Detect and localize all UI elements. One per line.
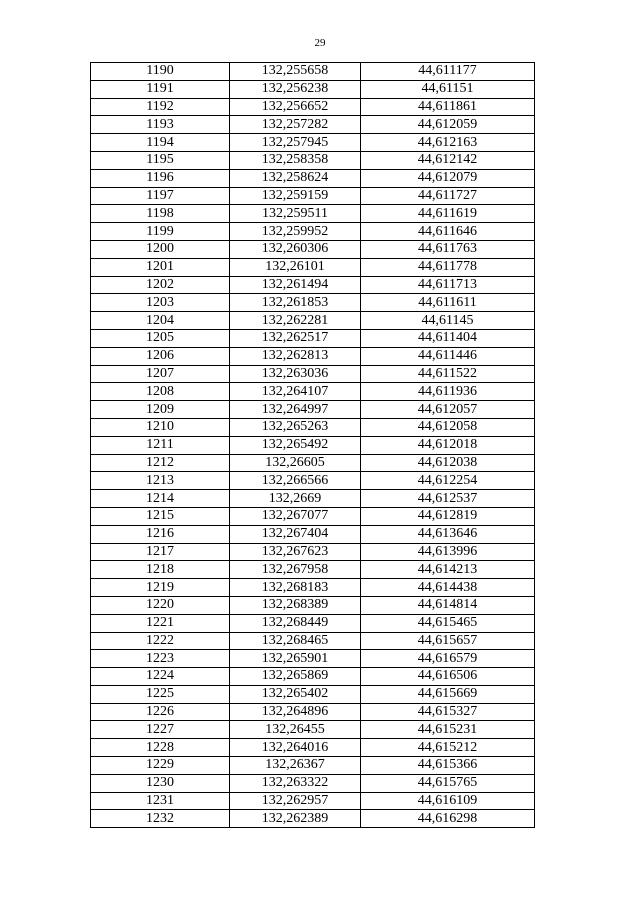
longitude-cell: 132,26367 (230, 757, 361, 775)
table-row (91, 739, 535, 757)
table-row (91, 169, 535, 187)
point-number-cell: 1219 (91, 579, 230, 597)
point-number-cell: 1195 (91, 151, 230, 169)
point-number-cell: 1191 (91, 80, 230, 98)
page-number: 29 (314, 37, 326, 49)
table-row (91, 436, 535, 454)
latitude-cell: 44,616298 (361, 810, 535, 828)
latitude-cell: 44,611446 (361, 347, 535, 365)
latitude-cell: 44,611404 (361, 329, 535, 347)
point-number-cell: 1211 (91, 436, 230, 454)
table-row (91, 472, 535, 490)
longitude-cell: 132,260306 (230, 240, 361, 258)
point-number-cell: 1216 (91, 525, 230, 543)
table-row (91, 98, 535, 116)
latitude-cell: 44,616506 (361, 668, 535, 686)
point-number-cell: 1229 (91, 757, 230, 775)
latitude-cell: 44,612079 (361, 169, 535, 187)
latitude-cell: 44,613996 (361, 543, 535, 561)
point-number-cell: 1215 (91, 507, 230, 525)
point-number-cell: 1221 (91, 614, 230, 632)
latitude-cell: 44,611177 (361, 63, 535, 81)
longitude-cell: 132,268449 (230, 614, 361, 632)
longitude-cell: 132,26605 (230, 454, 361, 472)
table-row (91, 703, 535, 721)
point-number-cell: 1207 (91, 365, 230, 383)
table-row (91, 507, 535, 525)
point-number-cell: 1203 (91, 294, 230, 312)
point-number-cell: 1196 (91, 169, 230, 187)
point-number-cell: 1224 (91, 668, 230, 686)
longitude-cell: 132,265869 (230, 668, 361, 686)
longitude-cell: 132,264896 (230, 703, 361, 721)
longitude-cell: 132,265402 (230, 685, 361, 703)
latitude-cell: 44,615465 (361, 614, 535, 632)
longitude-cell: 132,264997 (230, 401, 361, 419)
point-number-cell: 1217 (91, 543, 230, 561)
table-row (91, 63, 535, 81)
longitude-cell: 132,26101 (230, 258, 361, 276)
table-row (91, 312, 535, 330)
longitude-cell: 132,259159 (230, 187, 361, 205)
longitude-cell: 132,259511 (230, 205, 361, 223)
latitude-cell: 44,611778 (361, 258, 535, 276)
longitude-cell: 132,261494 (230, 276, 361, 294)
point-number-cell: 1227 (91, 721, 230, 739)
longitude-cell: 132,257945 (230, 134, 361, 152)
longitude-cell: 132,267404 (230, 525, 361, 543)
latitude-cell: 44,611646 (361, 223, 535, 241)
point-number-cell: 1212 (91, 454, 230, 472)
latitude-cell: 44,615231 (361, 721, 535, 739)
coordinates-table (90, 62, 535, 828)
table-row (91, 205, 535, 223)
table-row (91, 151, 535, 169)
longitude-cell: 132,265263 (230, 418, 361, 436)
latitude-cell: 44,612059 (361, 116, 535, 134)
table-row (91, 258, 535, 276)
longitude-cell: 132,267623 (230, 543, 361, 561)
point-number-cell: 1231 (91, 792, 230, 810)
table-row (91, 650, 535, 668)
table-row (91, 223, 535, 241)
point-number-cell: 1218 (91, 561, 230, 579)
table-row (91, 525, 535, 543)
table-row (91, 80, 535, 98)
point-number-cell: 1232 (91, 810, 230, 828)
longitude-cell: 132,259952 (230, 223, 361, 241)
point-number-cell: 1214 (91, 490, 230, 508)
latitude-cell: 44,612058 (361, 418, 535, 436)
table-row (91, 685, 535, 703)
table-row (91, 134, 535, 152)
latitude-cell: 44,614814 (361, 596, 535, 614)
latitude-cell: 44,612819 (361, 507, 535, 525)
table-row (91, 614, 535, 632)
latitude-cell: 44,612057 (361, 401, 535, 419)
latitude-cell: 44,612018 (361, 436, 535, 454)
point-number-cell: 1223 (91, 650, 230, 668)
longitude-cell: 132,264016 (230, 739, 361, 757)
point-number-cell: 1209 (91, 401, 230, 419)
table-row (91, 294, 535, 312)
latitude-cell: 44,611727 (361, 187, 535, 205)
point-number-cell: 1194 (91, 134, 230, 152)
table-row (91, 810, 535, 828)
table-row (91, 418, 535, 436)
table-row (91, 383, 535, 401)
latitude-cell: 44,61151 (361, 80, 535, 98)
longitude-cell: 132,262957 (230, 792, 361, 810)
latitude-cell: 44,615765 (361, 774, 535, 792)
latitude-cell: 44,615327 (361, 703, 535, 721)
latitude-cell: 44,611861 (361, 98, 535, 116)
table-row (91, 276, 535, 294)
longitude-cell: 132,263036 (230, 365, 361, 383)
point-number-cell: 1193 (91, 116, 230, 134)
longitude-cell: 132,263322 (230, 774, 361, 792)
point-number-cell: 1197 (91, 187, 230, 205)
point-number-cell: 1204 (91, 312, 230, 330)
point-number-cell: 1226 (91, 703, 230, 721)
longitude-cell: 132,265901 (230, 650, 361, 668)
table-row (91, 365, 535, 383)
latitude-cell: 44,615657 (361, 632, 535, 650)
latitude-cell: 44,616579 (361, 650, 535, 668)
point-number-cell: 1198 (91, 205, 230, 223)
table-row (91, 329, 535, 347)
latitude-cell: 44,611611 (361, 294, 535, 312)
latitude-cell: 44,616109 (361, 792, 535, 810)
latitude-cell: 44,615366 (361, 757, 535, 775)
latitude-cell: 44,61145 (361, 312, 535, 330)
longitude-cell: 132,266566 (230, 472, 361, 490)
table-row (91, 561, 535, 579)
latitude-cell: 44,613646 (361, 525, 535, 543)
latitude-cell: 44,612163 (361, 134, 535, 152)
longitude-cell: 132,262517 (230, 329, 361, 347)
longitude-cell: 132,256238 (230, 80, 361, 98)
point-number-cell: 1202 (91, 276, 230, 294)
table-row (91, 596, 535, 614)
table-row (91, 543, 535, 561)
longitude-cell: 132,261853 (230, 294, 361, 312)
table-row (91, 632, 535, 650)
longitude-cell: 132,268465 (230, 632, 361, 650)
longitude-cell: 132,26455 (230, 721, 361, 739)
table-row (91, 240, 535, 258)
longitude-cell: 132,262389 (230, 810, 361, 828)
table-row (91, 668, 535, 686)
longitude-cell: 132,267077 (230, 507, 361, 525)
longitude-cell: 132,258358 (230, 151, 361, 169)
latitude-cell: 44,611713 (361, 276, 535, 294)
longitude-cell: 132,265492 (230, 436, 361, 454)
coordinates-table-body (91, 63, 535, 828)
latitude-cell: 44,615669 (361, 685, 535, 703)
point-number-cell: 1206 (91, 347, 230, 365)
longitude-cell: 132,255658 (230, 63, 361, 81)
point-number-cell: 1220 (91, 596, 230, 614)
longitude-cell: 132,256652 (230, 98, 361, 116)
point-number-cell: 1201 (91, 258, 230, 276)
table-row (91, 401, 535, 419)
latitude-cell: 44,614213 (361, 561, 535, 579)
longitude-cell: 132,268183 (230, 579, 361, 597)
table-row (91, 116, 535, 134)
longitude-cell: 132,262281 (230, 312, 361, 330)
point-number-cell: 1210 (91, 418, 230, 436)
table-row (91, 454, 535, 472)
latitude-cell: 44,611619 (361, 205, 535, 223)
latitude-cell: 44,615212 (361, 739, 535, 757)
point-number-cell: 1208 (91, 383, 230, 401)
point-number-cell: 1222 (91, 632, 230, 650)
table-row (91, 347, 535, 365)
latitude-cell: 44,612537 (361, 490, 535, 508)
longitude-cell: 132,257282 (230, 116, 361, 134)
latitude-cell: 44,612142 (361, 151, 535, 169)
latitude-cell: 44,611936 (361, 383, 535, 401)
latitude-cell: 44,614438 (361, 579, 535, 597)
latitude-cell: 44,611522 (361, 365, 535, 383)
longitude-cell: 132,262813 (230, 347, 361, 365)
longitude-cell: 132,2669 (230, 490, 361, 508)
longitude-cell: 132,258624 (230, 169, 361, 187)
point-number-cell: 1205 (91, 329, 230, 347)
table-row (91, 774, 535, 792)
table-row (91, 792, 535, 810)
point-number-cell: 1213 (91, 472, 230, 490)
table-row (91, 757, 535, 775)
point-number-cell: 1230 (91, 774, 230, 792)
latitude-cell: 44,612038 (361, 454, 535, 472)
point-number-cell: 1228 (91, 739, 230, 757)
table-row (91, 187, 535, 205)
latitude-cell: 44,611763 (361, 240, 535, 258)
point-number-cell: 1200 (91, 240, 230, 258)
table-row (91, 579, 535, 597)
point-number-cell: 1190 (91, 63, 230, 81)
table-row (91, 490, 535, 508)
latitude-cell: 44,612254 (361, 472, 535, 490)
point-number-cell: 1199 (91, 223, 230, 241)
point-number-cell: 1192 (91, 98, 230, 116)
table-row (91, 721, 535, 739)
longitude-cell: 132,267958 (230, 561, 361, 579)
longitude-cell: 132,268389 (230, 596, 361, 614)
longitude-cell: 132,264107 (230, 383, 361, 401)
point-number-cell: 1225 (91, 685, 230, 703)
